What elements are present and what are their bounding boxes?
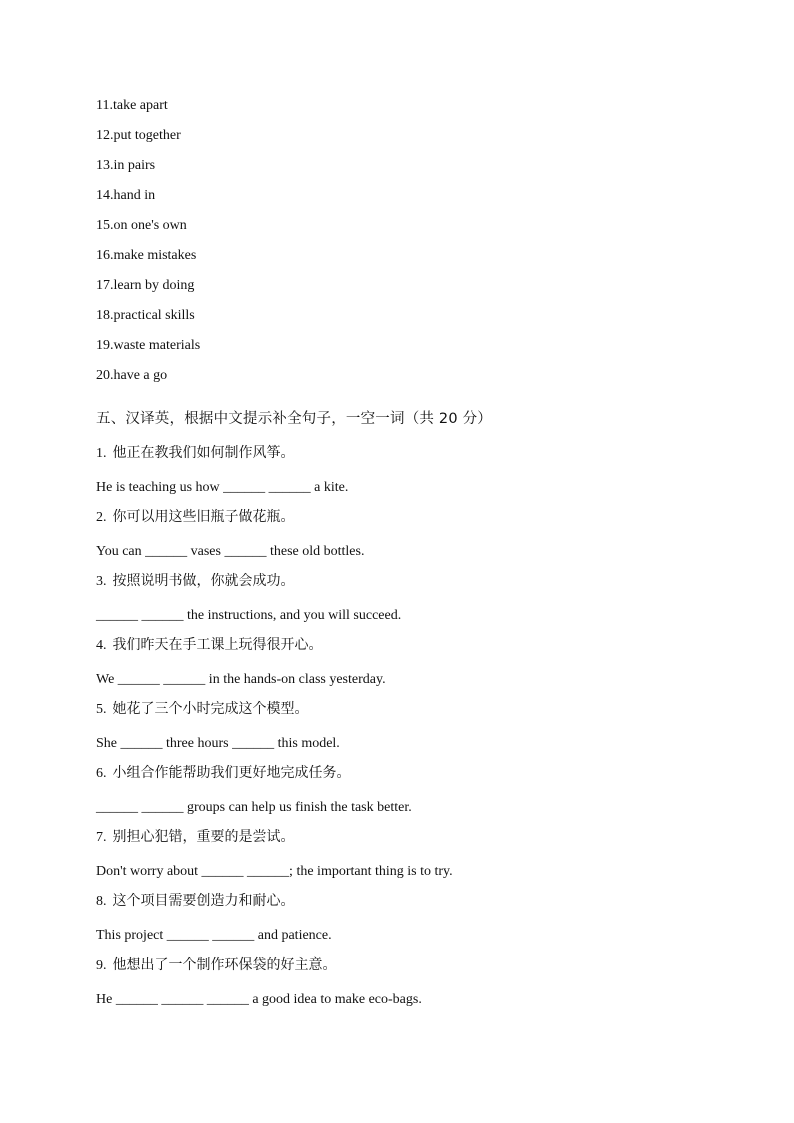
- vocab-item: 13.in pairs: [96, 158, 156, 173]
- question-chinese: [96, 890, 295, 912]
- question-number: 7.: [96, 830, 107, 845]
- question-number: 1.: [96, 446, 107, 461]
- vocab-item: 18.practical skills: [96, 308, 195, 323]
- question-number: 9.: [96, 958, 107, 973]
- question-english: She ______ three hours ______ this model.: [96, 736, 340, 751]
- question-chinese: [96, 570, 295, 592]
- question-chinese: [96, 634, 323, 656]
- vocab-item: 15.on one's own: [96, 218, 187, 233]
- question-chinese: [96, 506, 295, 528]
- vocab-item: 12.put together: [96, 128, 181, 143]
- question-chinese: [96, 698, 309, 720]
- question-number: 6.: [96, 766, 107, 781]
- question-prompt: 他正在教我们如何制作风筝。: [112, 445, 295, 461]
- question-english: ______ ______ the instructions, and you will succeed.: [96, 608, 402, 623]
- question-english: You can ______ vases ______ these old bottles.: [96, 544, 365, 559]
- question-english: He ______ ______ ______ a good idea to make eco-bags.: [96, 992, 422, 1007]
- question-english: Don't worry about ______ ______; the important thing is to try.: [96, 864, 453, 879]
- vocab-item: 11.take apart: [96, 98, 168, 113]
- question-english: We ______ ______ in the hands-on class yesterday.: [96, 672, 386, 687]
- question-prompt: 我们昨天在手工课上玩得很开心。: [112, 637, 323, 653]
- question-prompt: 别担心犯错，重要的是尝试。: [112, 829, 295, 845]
- question-number: 3.: [96, 574, 107, 589]
- question-chinese: [96, 442, 295, 464]
- question-prompt: 他想出了一个制作环保袋的好主意。: [112, 957, 337, 973]
- vocab-list: [96, 96, 200, 396]
- question-number: 5.: [96, 702, 107, 717]
- question-prompt: 这个项目需要创造力和耐心。: [112, 893, 295, 909]
- question-prompt: 按照说明书做，你就会成功。: [112, 573, 295, 589]
- question-chinese: [96, 954, 337, 976]
- question-number: 4.: [96, 638, 107, 653]
- question-chinese: [96, 762, 351, 784]
- question-english: ______ ______ groups can help us finish the task better.: [96, 800, 412, 815]
- vocab-item: 20.have a go: [96, 368, 168, 383]
- vocab-item: 17.learn by doing: [96, 278, 195, 293]
- question-number: 2.: [96, 510, 107, 525]
- vocab-item: 19.waste materials: [96, 338, 201, 353]
- question-number: 8.: [96, 894, 107, 909]
- question-prompt: 你可以用这些旧瓶子做花瓶。: [112, 509, 295, 525]
- question-english: This project ______ ______ and patience.: [96, 928, 332, 943]
- vocab-item: 16.make mistakes: [96, 248, 197, 263]
- vocab-item: 14.hand in: [96, 188, 156, 203]
- question-prompt: 小组合作能帮助我们更好地完成任务。: [112, 765, 351, 781]
- question-chinese: [96, 826, 295, 848]
- section-title: 五、汉译英，根据中文提示补全句子，一空一词（共 20 分）: [96, 411, 492, 427]
- question-prompt: 她花了三个小时完成这个模型。: [112, 701, 309, 717]
- question-english: He is teaching us how ______ ______ a kite.: [96, 480, 349, 495]
